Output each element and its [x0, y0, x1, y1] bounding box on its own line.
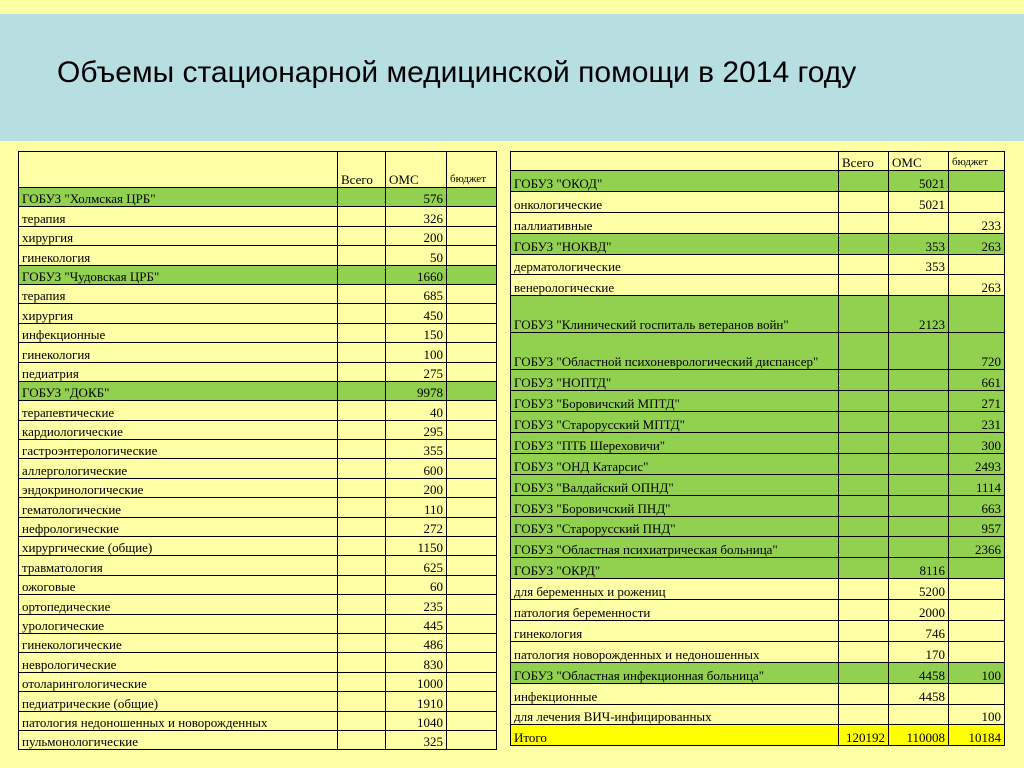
name-cell: ГОБУЗ "НОКВД"	[511, 233, 839, 254]
name-cell: неврологические	[19, 653, 338, 672]
total-cell	[338, 517, 386, 536]
table-row	[511, 516, 1005, 537]
header-total-cell: Всего	[338, 152, 386, 188]
table-row	[511, 233, 1005, 254]
name-cell: аллергологические	[19, 459, 338, 478]
oms-cell	[889, 212, 949, 233]
budget-cell	[447, 188, 497, 207]
table-row	[511, 254, 1005, 275]
oms-cell	[889, 537, 949, 558]
name-cell: ГОБУЗ "Валдайский ОПНД"	[511, 474, 839, 495]
name-cell: венерологические	[511, 275, 839, 296]
budget-cell: 231	[949, 412, 1005, 433]
name-cell: ГОБУЗ "Боровичский МПТД"	[511, 391, 839, 412]
budget-cell	[447, 595, 497, 614]
total-cell	[839, 391, 889, 412]
total-cell	[338, 672, 386, 691]
budget-cell	[447, 730, 497, 749]
budget-cell	[447, 633, 497, 652]
table-row	[511, 433, 1005, 454]
budget-cell	[447, 343, 497, 362]
name-cell: пульмонологические	[19, 730, 338, 749]
table-row	[19, 440, 497, 459]
total-cell	[839, 296, 889, 333]
name-cell: ожоговые	[19, 575, 338, 594]
total-cell	[839, 412, 889, 433]
oms-cell: 830	[386, 653, 447, 672]
total-cell	[839, 495, 889, 516]
budget-cell: 10184	[949, 725, 1005, 746]
budget-cell	[949, 621, 1005, 642]
table-row	[19, 498, 497, 517]
table-row	[19, 672, 497, 691]
budget-cell	[447, 381, 497, 400]
total-cell	[839, 516, 889, 537]
table-row	[19, 459, 497, 478]
budget-cell	[447, 226, 497, 245]
table-row	[511, 537, 1005, 558]
table-row	[19, 304, 497, 323]
oms-cell: 4458	[889, 662, 949, 683]
oms-cell: 353	[889, 254, 949, 275]
total-cell	[839, 662, 889, 683]
budget-cell: 271	[949, 391, 1005, 412]
total-cell	[839, 683, 889, 704]
oms-cell: 110008	[889, 725, 949, 746]
table-row	[19, 692, 497, 711]
total-cell	[338, 653, 386, 672]
table-row	[511, 704, 1005, 725]
name-cell: инфекционные	[511, 683, 839, 704]
oms-cell: 1000	[386, 672, 447, 691]
name-cell: патология беременности	[511, 600, 839, 621]
table-row	[19, 207, 497, 226]
header-budget-cell: бюджет	[447, 152, 497, 188]
table-row	[511, 275, 1005, 296]
budget-cell	[447, 284, 497, 303]
table-row	[19, 265, 497, 284]
oms-cell: 110	[386, 498, 447, 517]
budget-cell	[447, 614, 497, 633]
oms-cell: 8116	[889, 558, 949, 579]
total-cell	[338, 420, 386, 439]
budget-cell	[447, 459, 497, 478]
name-cell: паллиативные	[511, 212, 839, 233]
table-row	[511, 495, 1005, 516]
oms-cell: 355	[386, 440, 447, 459]
table-row	[19, 226, 497, 245]
table-row	[19, 711, 497, 730]
header-budget-cell: бюджет	[949, 152, 1005, 171]
oms-cell: 5021	[889, 171, 949, 192]
header-oms-cell: ОМС	[386, 152, 447, 188]
table-header-row	[511, 152, 1005, 171]
table-header-row	[19, 152, 497, 188]
table-row	[19, 188, 497, 207]
table-row	[511, 391, 1005, 412]
oms-cell: 295	[386, 420, 447, 439]
oms-cell	[889, 370, 949, 391]
name-cell: ГОБУЗ "ПТБ Шереховичи"	[511, 433, 839, 454]
oms-cell: 353	[889, 233, 949, 254]
budget-cell: 663	[949, 495, 1005, 516]
oms-cell: 576	[386, 188, 447, 207]
oms-cell: 5200	[889, 579, 949, 600]
header-name-cell	[19, 152, 338, 188]
budget-cell: 2366	[949, 537, 1005, 558]
total-cell	[839, 600, 889, 621]
header-total-cell: Всего	[839, 152, 889, 171]
budget-cell	[949, 254, 1005, 275]
total-cell	[338, 459, 386, 478]
name-cell: ГОБУЗ "Чудовская ЦРБ"	[19, 265, 338, 284]
table-row	[19, 595, 497, 614]
total-cell	[839, 621, 889, 642]
total-cell	[338, 343, 386, 362]
total-cell	[338, 595, 386, 614]
total-cell	[839, 191, 889, 212]
oms-cell: 326	[386, 207, 447, 226]
budget-cell	[949, 579, 1005, 600]
table-row	[511, 662, 1005, 683]
oms-cell: 60	[386, 575, 447, 594]
oms-cell	[889, 474, 949, 495]
total-cell	[338, 498, 386, 517]
name-cell: ГОБУЗ "Старорусский ПНД"	[511, 516, 839, 537]
table-row	[511, 370, 1005, 391]
table-row	[19, 633, 497, 652]
oms-cell	[889, 453, 949, 474]
oms-cell: 1660	[386, 265, 447, 284]
total-cell	[839, 433, 889, 454]
name-cell: ГОБУЗ "Старорусский МПТД"	[511, 412, 839, 433]
table-row	[511, 641, 1005, 662]
name-cell: ГОБУЗ "НОПТД"	[511, 370, 839, 391]
name-cell: патология новорожденных и недоношенных	[511, 641, 839, 662]
oms-cell: 50	[386, 246, 447, 265]
table-row	[511, 296, 1005, 333]
total-cell	[338, 692, 386, 711]
oms-cell: 1910	[386, 692, 447, 711]
budget-cell: 957	[949, 516, 1005, 537]
oms-cell	[889, 495, 949, 516]
name-cell: урологические	[19, 614, 338, 633]
total-cell	[338, 575, 386, 594]
name-cell: гинекология	[19, 246, 338, 265]
total-cell	[839, 233, 889, 254]
total-cell	[338, 730, 386, 749]
right-table	[510, 151, 1005, 746]
name-cell: ГОБУЗ "ДОКБ"	[19, 381, 338, 400]
total-cell	[338, 440, 386, 459]
name-cell: гинекологические	[19, 633, 338, 652]
total-cell	[839, 370, 889, 391]
oms-cell	[889, 516, 949, 537]
oms-cell: 150	[386, 323, 447, 342]
table-row	[19, 730, 497, 749]
name-cell: хирургия	[19, 226, 338, 245]
table-row	[19, 323, 497, 342]
total-cell	[338, 226, 386, 245]
oms-cell: 272	[386, 517, 447, 536]
oms-cell: 200	[386, 226, 447, 245]
budget-cell	[447, 575, 497, 594]
table-row	[511, 412, 1005, 433]
oms-cell: 235	[386, 595, 447, 614]
total-cell	[839, 641, 889, 662]
total-cell	[338, 265, 386, 284]
table-row	[511, 171, 1005, 192]
budget-cell	[447, 401, 497, 420]
oms-cell: 2123	[889, 296, 949, 333]
name-cell: хирургия	[19, 304, 338, 323]
total-cell	[338, 188, 386, 207]
total-cell	[338, 304, 386, 323]
name-cell: отоларингологические	[19, 672, 338, 691]
total-cell	[839, 558, 889, 579]
budget-cell	[447, 537, 497, 556]
oms-cell	[889, 391, 949, 412]
name-cell: инфекционные	[19, 323, 338, 342]
oms-cell: 600	[386, 459, 447, 478]
total-cell	[338, 556, 386, 575]
table-row	[19, 284, 497, 303]
table-row	[511, 212, 1005, 233]
name-cell: Итого	[511, 725, 839, 746]
table-row	[19, 653, 497, 672]
budget-cell	[447, 265, 497, 284]
budget-cell	[949, 641, 1005, 662]
budget-cell: 100	[949, 704, 1005, 725]
name-cell: педиатрия	[19, 362, 338, 381]
name-cell: ГОБУЗ "ОКОД"	[511, 171, 839, 192]
oms-cell: 5021	[889, 191, 949, 212]
total-cell	[338, 246, 386, 265]
budget-cell: 263	[949, 275, 1005, 296]
budget-cell	[447, 517, 497, 536]
left-table	[18, 151, 497, 750]
table-row	[511, 725, 1005, 746]
budget-cell	[447, 672, 497, 691]
table-row	[19, 614, 497, 633]
name-cell: для беременных и рожениц	[511, 579, 839, 600]
total-cell	[839, 453, 889, 474]
oms-cell: 40	[386, 401, 447, 420]
name-cell: ГОБУЗ "Областная инфекционная больница"	[511, 662, 839, 683]
total-cell	[338, 381, 386, 400]
budget-cell: 100	[949, 662, 1005, 683]
budget-cell	[447, 207, 497, 226]
budget-cell	[447, 556, 497, 575]
budget-cell: 2493	[949, 453, 1005, 474]
total-cell	[338, 614, 386, 633]
budget-cell	[447, 323, 497, 342]
name-cell: ГОБУЗ "Боровичский ПНД"	[511, 495, 839, 516]
name-cell: онкологические	[511, 191, 839, 212]
table-row	[19, 343, 497, 362]
table-row	[19, 362, 497, 381]
total-cell	[338, 711, 386, 730]
budget-cell: 233	[949, 212, 1005, 233]
total-cell	[839, 254, 889, 275]
table-row	[511, 683, 1005, 704]
oms-cell: 200	[386, 478, 447, 497]
budget-cell	[447, 440, 497, 459]
oms-cell	[889, 704, 949, 725]
oms-cell: 445	[386, 614, 447, 633]
oms-cell	[889, 433, 949, 454]
oms-cell: 100	[386, 343, 447, 362]
oms-cell: 1150	[386, 537, 447, 556]
oms-cell: 325	[386, 730, 447, 749]
budget-cell	[447, 692, 497, 711]
budget-cell	[447, 246, 497, 265]
table-row	[19, 537, 497, 556]
total-cell	[338, 362, 386, 381]
total-cell	[839, 171, 889, 192]
name-cell: терапевтические	[19, 401, 338, 420]
budget-cell	[447, 478, 497, 497]
budget-cell	[447, 362, 497, 381]
table-row	[511, 621, 1005, 642]
table-row	[19, 401, 497, 420]
table-row	[511, 333, 1005, 370]
oms-cell: 1040	[386, 711, 447, 730]
name-cell: терапия	[19, 207, 338, 226]
budget-cell	[447, 498, 497, 517]
name-cell: ГОБУЗ "ОКРД"	[511, 558, 839, 579]
table-row	[19, 246, 497, 265]
table-row	[511, 474, 1005, 495]
oms-cell: 685	[386, 284, 447, 303]
oms-cell: 450	[386, 304, 447, 323]
total-cell	[839, 212, 889, 233]
total-cell	[338, 284, 386, 303]
total-cell	[839, 704, 889, 725]
budget-cell	[949, 558, 1005, 579]
name-cell: нефрологические	[19, 517, 338, 536]
table-row	[19, 556, 497, 575]
total-cell	[338, 207, 386, 226]
budget-cell	[949, 683, 1005, 704]
oms-cell: 4458	[889, 683, 949, 704]
name-cell: терапия	[19, 284, 338, 303]
table-row	[19, 575, 497, 594]
name-cell: для лечения ВИЧ-инфицированных	[511, 704, 839, 725]
oms-cell: 2000	[889, 600, 949, 621]
total-cell	[338, 633, 386, 652]
total-cell	[839, 474, 889, 495]
table-row	[511, 453, 1005, 474]
name-cell: гинекология	[19, 343, 338, 362]
total-cell	[839, 275, 889, 296]
total-cell	[839, 579, 889, 600]
table-row	[511, 600, 1005, 621]
budget-cell	[949, 171, 1005, 192]
budget-cell	[447, 653, 497, 672]
name-cell: травматология	[19, 556, 338, 575]
header-oms-cell: ОМС	[889, 152, 949, 171]
budget-cell: 263	[949, 233, 1005, 254]
table-row	[19, 381, 497, 400]
budget-cell: 1114	[949, 474, 1005, 495]
budget-cell	[949, 191, 1005, 212]
name-cell: эндокринологические	[19, 478, 338, 497]
name-cell: ГОБУЗ "Холмская ЦРБ"	[19, 188, 338, 207]
oms-cell: 275	[386, 362, 447, 381]
name-cell: патология недоношенных и новорожденных	[19, 711, 338, 730]
name-cell: педиатрические (общие)	[19, 692, 338, 711]
budget-cell: 661	[949, 370, 1005, 391]
name-cell: хирургические (общие)	[19, 537, 338, 556]
total-cell	[338, 401, 386, 420]
name-cell: ортопедические	[19, 595, 338, 614]
table-row	[19, 517, 497, 536]
budget-cell	[447, 711, 497, 730]
oms-cell: 746	[889, 621, 949, 642]
oms-cell: 9978	[386, 381, 447, 400]
total-cell	[338, 323, 386, 342]
oms-cell	[889, 275, 949, 296]
budget-cell	[949, 600, 1005, 621]
header-name-cell	[511, 152, 839, 171]
total-cell	[338, 478, 386, 497]
name-cell: ГОБУЗ "ОНД Катарсис"	[511, 453, 839, 474]
table-row	[511, 579, 1005, 600]
oms-cell	[889, 412, 949, 433]
page-title: Объемы стационарной медицинской помощи в 2014 году	[57, 56, 857, 89]
table-row	[19, 478, 497, 497]
budget-cell	[447, 420, 497, 439]
budget-cell	[949, 296, 1005, 333]
name-cell: ГОБУЗ "Областной психоневрологический диспансер"	[511, 333, 839, 370]
table-row	[19, 420, 497, 439]
name-cell: гинекология	[511, 621, 839, 642]
oms-cell: 625	[386, 556, 447, 575]
oms-cell: 170	[889, 641, 949, 662]
name-cell: кардиологические	[19, 420, 338, 439]
name-cell: гастроэнтерологические	[19, 440, 338, 459]
oms-cell	[889, 333, 949, 370]
table-row	[511, 191, 1005, 212]
budget-cell: 300	[949, 433, 1005, 454]
budget-cell: 720	[949, 333, 1005, 370]
total-cell	[338, 537, 386, 556]
oms-cell: 486	[386, 633, 447, 652]
table-row	[511, 558, 1005, 579]
name-cell: ГОБУЗ "Клинический госпиталь ветеранов войн"	[511, 296, 839, 333]
name-cell: гематологические	[19, 498, 338, 517]
total-cell	[839, 537, 889, 558]
name-cell: дерматологические	[511, 254, 839, 275]
total-cell	[839, 333, 889, 370]
name-cell: ГОБУЗ "Областная психиатрическая больница"	[511, 537, 839, 558]
budget-cell	[447, 304, 497, 323]
total-cell: 120192	[839, 725, 889, 746]
